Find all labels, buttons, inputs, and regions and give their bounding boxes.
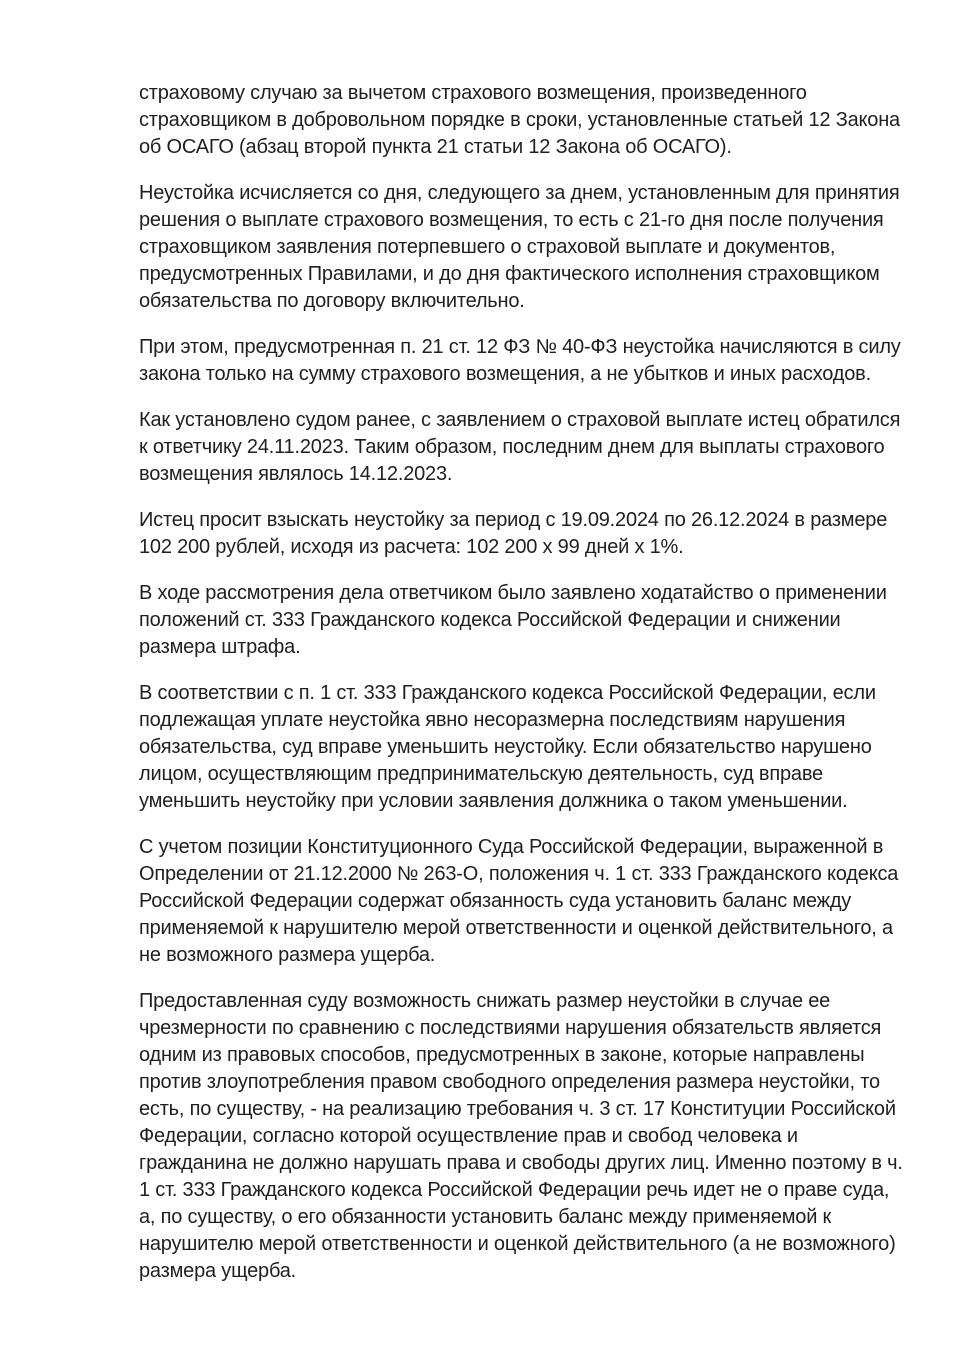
paragraph-claim-amount: Истец просит взыскать неустойку за период с 19.09.2024 по 26.12.2024 в размере 102 200 рублей, исходя из расчета: 102 200 х 99 дней х 1%. — [139, 509, 888, 558]
paragraph-defendant-motion: В ходе рассмотрения дела ответчиком было заявлено ходатайство о применении положений ст. 333 Гражданского кодекса Российской Федерации и снижении размера штрафа. — [139, 582, 887, 658]
paragraph-constitutional-court-position: С учетом позиции Конституционного Суда Российской Федерации, выраженной в Определении от 21.12.2000 № 263-О, положения ч. 1 ст. 333 Гражданского кодекса Российской Федерации содержат обязанность суда установить баланс между применяемой к нарушителю мерой ответственности и оценкой действительного, а не возможного размера ущерба. — [139, 836, 899, 966]
paragraph-article-333: В соответствии с п. 1 ст. 333 Гражданского кодекса Российской Федерации, если подлежащая уплате неустойка явно несоразмерна последствиям нарушения обязательства, суд вправе уменьшить неустойку. Если обязательство нарушено лицом, осуществляющим предпринимательскую деятельность, суд вправе уменьшить неустойку при условии заявления должника о таком уменьшении. — [139, 682, 876, 812]
paragraph-court-right-to-reduce: Предоставленная суду возможность снижать размер неустойки в случае ее чрезмерности по сравнению с последствиями нарушения обязательств является одним из правовых способов, предусмотренных в законе, которые направлены против злоупотребления правом свободного определения размера неустойки, то есть, по существу, - на реализацию требования ч. 3 ст. 17 Конституции Российской Федерации, согласно которой осуществление прав и свобод человека и гражданина не должно нарушать права и свободы других лиц. Именно поэтому в ч. 1 ст. 333 Гражданского кодекса Российской Федерации речь идет не о праве суда, а, по существу, о его обязанности установить баланс между применяемой к нарушителю мерой ответственности и оценкой действительного (а не возможного) размера ущерба. — [139, 990, 903, 1282]
paragraph-claim-dates: Как установлено судом ранее, с заявлением о страховой выплате истец обратился к ответчику 24.11.2023. Таким образом, последним днем для выплаты страхового возмещения являлось 14.12.2023. — [139, 409, 901, 485]
document-text-column — [139, 80, 907, 1285]
paragraph-insurance-deduction: страховому случаю за вычетом страхового возмещения, произведенного страховщиком в добровольном порядке в сроки, установленные статьей 12 Закона об ОСАГО (абзац второй пункта 21 статьи 12 Закона об ОСАГО). — [139, 82, 900, 158]
paragraph-penalty-calculation-start: Неустойка исчисляется со дня, следующего за днем, установленным для принятия решения о выплате страхового возмещения, то есть с 21-го дня после получения страховщиком заявления потерпевшего о страховой выплате и документов, предусмотренных Правилами, и до дня фактического исполнения страховщиком обязательства по договору включительно. — [139, 182, 900, 312]
paragraph-penalty-scope: При этом, предусмотренная п. 21 ст. 12 ФЗ № 40-ФЗ неустойка начисляются в силу закона только на сумму страхового возмещения, а не убытков и иных расходов. — [139, 336, 901, 385]
